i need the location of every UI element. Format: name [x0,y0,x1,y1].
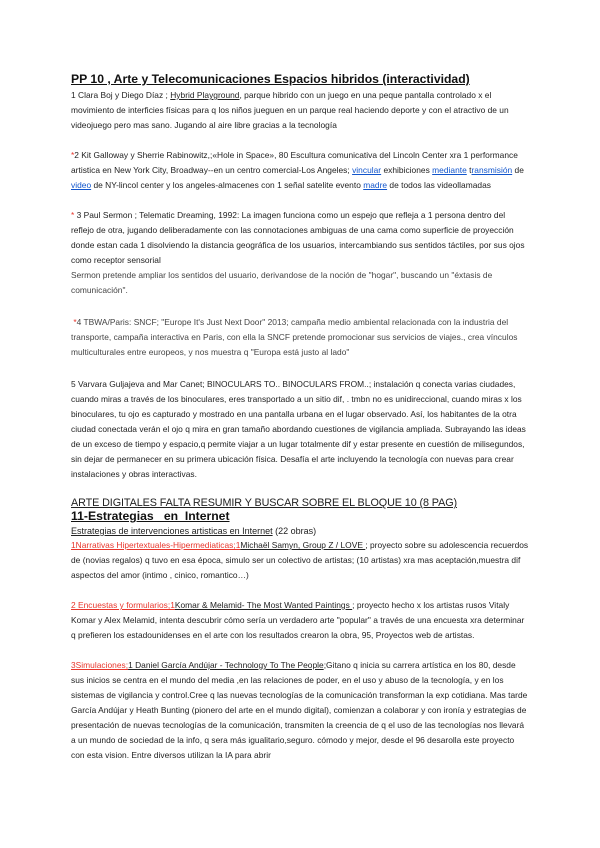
paragraph-5 [71,377,529,482]
paragraph-1 [71,88,529,133]
q3-work-title[interactable]: 1 Daniel García Andújar - Technology To The People [128,660,324,670]
q2-work-title[interactable]: Komar & Melamid- The Most Wanted Paintings [174,600,353,610]
document-page [71,72,529,763]
q3-category-label: 3Simulaciones; [71,660,129,670]
paragraph-2-text-a: 2 Kit Galloway y Sherrie Rabinowitz,;«Hole in Space», 80 Escultura comunicativa del Lincoln Center xra 1 performance artistica en New York City, Broadway--en un centro comercial-Los Angeles; [71,150,518,175]
paragraph-2-text-s3: de [512,165,524,175]
paragraph-3-text-b: Sermon pretende ampliar los sentidos del usuario, derivandose de la noción de "hogar", buscando un "éxtasis de comunicación". [71,270,493,295]
paragraph-2-text-s2: t [466,165,472,175]
paragraph-4-text-a: 4 TBWA/Paris: SNCF; "Europe It's Just Next Door" 2013; campaña medio ambiental relacionada con la industria del transporte, campaña interactiva en Paris, con ella la SNCF pretende promocionar sus servicios de viajes., crea vínculos multiculturales entre europeos, y nos muestra q "Europa está justo al lado" [71,317,518,357]
paragraph-q3 [71,658,529,763]
paragraph-q2 [71,598,529,643]
section-intro-underlined: Estrategias de intervenciones artisticas en Internet [71,526,273,536]
paragraph-3-text-a: 3 Paul Sermon ; Telematic Dreaming, 1992: La imagen funciona como un espejo que refleja a 1 persona dentro del reflejo de otra, jugando deliberadamente con las connotaciones ambiguas de una cama como superficie de proyección donde estan cada 1 disolviendo la distancia geográfica de los usuarios, intercambiando sus sentidos táctiles, por sus ojos como receptor sensorial [71,210,525,265]
link-video[interactable]: video [71,180,92,190]
paragraph-2 [71,148,529,193]
section-subheading: 11-Estrategias _en_Internet [71,509,230,523]
document-title: PP 10 , Arte y Telecomunicaciones Espacios hibridos (interactividad) [71,72,470,86]
paragraph-2-text-s1: exhibiciones [381,165,433,175]
section-heading: ARTE DIGITALES FALTA RESUMIR Y BUSCAR SOBRE EL BLOQUE 10 (8 PAG) [71,497,458,509]
q2-category-label: 2 Encuestas y formularios;1 [71,600,175,610]
section-intro-count: (22 obras) [272,526,317,536]
q3-text: ;Gitano q inicia su carrera artística en los 80, desde sus inicios se centra en el mundo del media ,en las relaciones de poder, en el uso y abuso de la tecnología, y en los sistemas de vigilancia y control.Cree q las nuevas tecnologías de la comunicación transforman la exp cotidiana. Mas tarde García Andújar y Heath Bunting (pionero del arte en el mundo digital), comienzan a colaborar y con ironía y estrategias de presentación de nuevas tecnologías de la comunicación, transmiten la creencia de q el uso de las tecnologías nos llevará a un mundo de sociedad de la info, q sera más igualitario,seguro. cómodo y mejor, desde el 96 desarolla este proyecto con esta vision. Entre diversos utilizan la IA para abrir [71,660,528,760]
paragraph-1-text-c: , parque hibrido con un juego en una peque pantalla controlado x el movimiento de interficies físicas para q los niños jueguen en un parque real haciendo deporte y con el atractivo de un videojuego pero mas sano. Jugando al aire libre gracias a la tecnología [71,90,509,130]
paragraph-q1 [71,538,529,583]
section-intro [71,524,529,538]
link-mediante[interactable]: mediante [432,165,467,175]
paragraph-1-text-a: 1 Clara Boj y Diego Díaz ; [71,90,171,100]
q1-category-label: 1Narrativas Hipertextuales-Hipermediaticas;1 [71,540,241,550]
q1-work-title[interactable]: Michaël Samyn, Group Z / LOVE [240,540,366,550]
q1-text: ; proyecto sobre su adolescencia recuerdos de (novias regalos) q tuvo en esa época, simulo ser un colectivo de artistas; (10 artistas) xra mas aceptación,muestra dif aspectos del amor (intimo , cinico, romantico…) [71,540,529,580]
paragraph-5-text-a: 5 Varvara Guljajeva and Mar Canet; BINOCULARS TO.. BINOCULARS FROM..; instalación q conecta varias ciudades, cuando miras a través de los binoculares, eres transportado a un sitio dif, . tmbn no es unidireccional, cuando miras x los binoculares, tu ojo es capturado y mostrado en una pantalla urbana en el lugar observado. Así, los habitantes de la otra ciudad conectada verán el ojo q mira en gran tamaño abordando cuestiones de vigilancia ampliada. Subrayando las ideas de un exceso de tiempo y espacio,q permite viajar a un lugar totalmente dif y estar presente en cuestión de milisegundos, sin dejar de permanecer en su primera ubicación física. Desafía el arte incluyendo la tecnología con nuevas para crear instalaciones y obras interactivas. [71,379,526,479]
paragraph-3-star: * [71,210,75,220]
link-transmision[interactable]: ransmisión [471,165,513,175]
link-madre[interactable]: madre [363,180,388,190]
paragraph-4 [71,315,529,360]
q2-text: ; proyecto hecho x los artistas rusos Vitaly Komar y Alex Melamid, intenta descubrir cómo sería un verdadero arte "popular" a través de una encuesta xra determinar q prefieren los estadounidenses en el arte con los resultados crearon la obra, 95, Proyectos web de artistas. [71,600,525,640]
paragraph-2-text-s4: de NY-lincol center y los angeles-almacenes con 1 señal satelite evento [91,180,364,190]
paragraph-2-text-s5: de todos las videollamadas [387,180,491,190]
link-vincular[interactable]: vincular [352,165,382,175]
paragraph-3 [71,208,529,298]
hybrid-playground-link[interactable]: Hybrid Playground [170,90,240,100]
paragraph-4-star: * [73,317,77,327]
paragraph-2-star: * [71,150,75,160]
